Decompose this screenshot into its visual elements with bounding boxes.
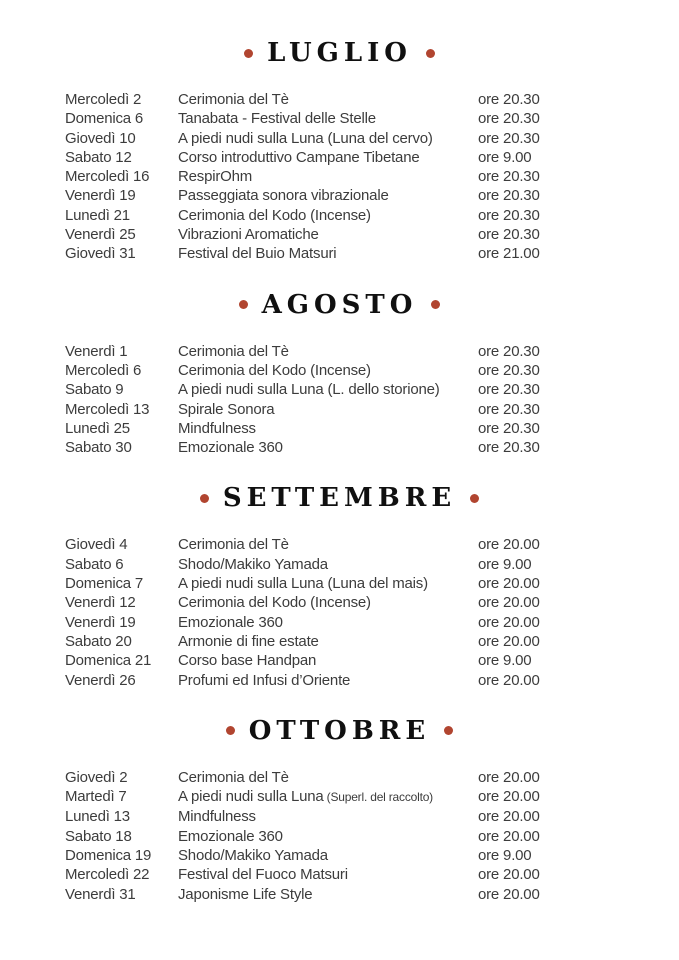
month-title (0, 481, 679, 515)
event-title (178, 167, 478, 186)
event-title (178, 342, 478, 361)
event-row (0, 186, 679, 205)
event-time: ore 20.00 (478, 788, 540, 806)
event-title (178, 787, 478, 807)
event-title-text: A piedi nudi sulla Luna (L. dello storione) (178, 381, 440, 399)
event-title-text: Cerimonia del Kodo (Incense) (178, 361, 371, 379)
bullet-dot-icon (244, 49, 253, 58)
event-title (178, 613, 478, 632)
event-day: Domenica 19 (65, 847, 152, 865)
event-title-text: Emozionale 360 (178, 827, 283, 845)
event-title-text: Cerimonia del Kodo (Incense) (178, 206, 371, 224)
event-day: Venerdì 31 (65, 885, 136, 903)
event-title-text: Vibrazioni Aromatiche (178, 226, 319, 244)
event-row (0, 768, 679, 787)
bullet-dot-icon (200, 494, 209, 503)
event-time: ore 20.30 (478, 400, 540, 418)
month-title (0, 714, 679, 748)
event-title (178, 225, 478, 244)
event-title-text: Cerimonia del Tè (178, 536, 289, 554)
event-day: Domenica 6 (65, 110, 144, 128)
event-day: Mercoledì 13 (65, 400, 150, 418)
event-time: ore 20.30 (478, 91, 540, 108)
event-title-text: Emozionale 360 (178, 439, 283, 457)
event-day: Domenica 21 (65, 652, 152, 670)
event-day: Mercoledì 16 (65, 168, 150, 186)
event-title (178, 593, 478, 612)
event-time: ore 20.30 (478, 419, 540, 437)
event-title-text: A piedi nudi sulla Luna (178, 788, 324, 806)
event-time: ore 20.30 (478, 168, 540, 186)
month-section (0, 36, 679, 264)
event-row (0, 671, 679, 690)
event-title-text: Corso introduttivo Campane Tibetane (178, 148, 420, 166)
month-name: AGOSTO (261, 289, 418, 320)
event-time: ore 20.00 (478, 575, 540, 593)
event-time: ore 9.00 (478, 555, 532, 573)
event-day: Mercoledì 22 (65, 866, 150, 884)
month-name: SETTEMBRE (222, 483, 457, 514)
event-title (178, 438, 478, 457)
event-title-text: Cerimonia del Tè (178, 768, 289, 786)
event-title (178, 885, 478, 904)
event-time: ore 9.00 (478, 847, 532, 865)
event-title-text: Profumi ed Infusi d’Oriente (178, 671, 351, 689)
event-title-text: Mindfulness (178, 419, 256, 437)
event-time: ore 20.00 (478, 613, 540, 631)
event-title-text: Festival del Buio Matsuri (178, 245, 337, 263)
event-title-text: A piedi nudi sulla Luna (Luna del cervo) (178, 129, 433, 147)
event-title-text: Mindfulness (178, 808, 256, 826)
event-day: Sabato 12 (65, 148, 132, 166)
event-title (178, 807, 478, 826)
event-title (178, 535, 478, 554)
event-row (0, 593, 679, 612)
event-row (0, 787, 679, 807)
event-title (178, 827, 478, 846)
event-title (178, 206, 478, 225)
event-row (0, 632, 679, 651)
event-time: ore 20.30 (478, 187, 540, 205)
event-row (0, 380, 679, 399)
month-name: OTTOBRE (248, 715, 431, 746)
event-title-text: Cerimonia del Tè (178, 342, 289, 360)
event-title (178, 632, 478, 651)
event-title (178, 671, 478, 690)
event-time: ore 20.30 (478, 439, 540, 457)
event-time: ore 20.00 (478, 768, 540, 786)
event-time: ore 20.30 (478, 342, 540, 360)
event-row (0, 438, 679, 457)
event-day: Venerdì 25 (65, 226, 136, 244)
event-title (178, 768, 478, 787)
event-row (0, 400, 679, 419)
event-title (178, 244, 478, 263)
event-title (178, 109, 478, 128)
event-row (0, 574, 679, 593)
event-time: ore 20.00 (478, 536, 540, 554)
event-day: Lunedì 13 (65, 808, 130, 826)
event-row (0, 555, 679, 574)
event-time: ore 21.00 (478, 245, 540, 263)
event-day: Venerdì 19 (65, 613, 136, 631)
event-day: Venerdì 19 (65, 187, 136, 205)
event-row (0, 419, 679, 438)
month-name: LUGLIO (267, 38, 412, 68)
event-list (0, 90, 679, 264)
event-row (0, 651, 679, 670)
event-title-text: Shodo/Makiko Yamada (178, 847, 328, 865)
event-row (0, 361, 679, 380)
event-time: ore 20.30 (478, 381, 540, 399)
event-day: Martedì 7 (65, 788, 127, 806)
event-title-text: Festival del Fuoco Matsuri (178, 866, 348, 884)
event-title-text: Corso base Handpan (178, 652, 317, 670)
event-day: Giovedì 4 (65, 536, 128, 554)
event-row (0, 827, 679, 846)
event-row (0, 167, 679, 186)
event-title-text: Tanabata - Festival delle Stelle (178, 110, 376, 128)
event-row (0, 225, 679, 244)
event-title (178, 90, 478, 109)
event-day: Mercoledì 6 (65, 361, 142, 379)
event-day: Sabato 6 (65, 555, 124, 573)
event-title-text: Armonie di fine estate (178, 632, 319, 650)
event-time: ore 20.00 (478, 594, 540, 612)
event-day: Lunedì 21 (65, 206, 130, 224)
event-title-text: Shodo/Makiko Yamada (178, 555, 328, 573)
event-day: Mercoledì 2 (65, 91, 142, 108)
month-section (0, 714, 679, 904)
event-row (0, 535, 679, 554)
event-title-text: Emozionale 360 (178, 613, 283, 631)
event-list (0, 342, 679, 458)
event-day: Giovedì 2 (65, 768, 128, 786)
event-title (178, 380, 478, 399)
event-day: Giovedì 31 (65, 245, 136, 263)
event-time: ore 20.30 (478, 361, 540, 379)
event-time: ore 20.00 (478, 808, 540, 826)
event-row (0, 885, 679, 904)
event-time: ore 9.00 (478, 148, 532, 166)
event-day: Sabato 20 (65, 632, 132, 650)
event-title (178, 361, 478, 380)
event-row (0, 613, 679, 632)
event-title (178, 846, 478, 865)
event-day: Giovedì 10 (65, 129, 136, 147)
event-time: ore 20.30 (478, 110, 540, 128)
event-title-note: (Superl. del raccolto) (323, 790, 433, 805)
event-title (178, 865, 478, 884)
event-time: ore 20.00 (478, 671, 540, 689)
bullet-dot-icon (470, 494, 479, 503)
event-day: Sabato 9 (65, 381, 124, 399)
event-row (0, 90, 679, 109)
event-time: ore 20.00 (478, 827, 540, 845)
event-day: Sabato 30 (65, 439, 132, 457)
event-title-text: Cerimonia del Kodo (Incense) (178, 594, 371, 612)
event-time: ore 20.00 (478, 885, 540, 903)
bullet-dot-icon (426, 49, 435, 58)
event-day: Domenica 7 (65, 575, 144, 593)
event-row (0, 865, 679, 884)
bullet-dot-icon (431, 300, 440, 309)
event-title (178, 400, 478, 419)
event-list (0, 768, 679, 904)
month-title (0, 36, 679, 70)
event-row (0, 807, 679, 826)
event-title-text: Spirale Sonora (178, 400, 275, 418)
event-title-text: A piedi nudi sulla Luna (Luna del mais) (178, 575, 428, 593)
event-time: ore 20.30 (478, 206, 540, 224)
event-title (178, 651, 478, 670)
event-day: Venerdì 12 (65, 594, 136, 612)
event-day: Sabato 18 (65, 827, 132, 845)
event-row (0, 129, 679, 148)
event-row (0, 109, 679, 128)
event-list (0, 535, 679, 689)
event-day: Venerdì 26 (65, 671, 136, 689)
event-row (0, 148, 679, 167)
bullet-dot-icon (226, 726, 235, 735)
event-title-text: RespirOhm (178, 168, 253, 186)
event-title (178, 148, 478, 167)
event-title (178, 129, 478, 148)
event-day: Lunedì 25 (65, 419, 130, 437)
event-time: ore 20.00 (478, 866, 540, 884)
event-title-text: Japonisme Life Style (178, 885, 313, 903)
event-time: ore 20.30 (478, 129, 540, 147)
month-title (0, 288, 679, 322)
event-row (0, 206, 679, 225)
event-day: Venerdì 1 (65, 342, 128, 360)
event-title (178, 574, 478, 593)
event-title (178, 419, 478, 438)
event-title-text: Passeggiata sonora vibrazionale (178, 187, 389, 205)
event-row (0, 342, 679, 361)
event-title-text: Cerimonia del Tè (178, 91, 289, 108)
month-section (0, 481, 679, 689)
event-title (178, 186, 478, 205)
event-row (0, 846, 679, 865)
month-section (0, 288, 679, 458)
event-time: ore 20.30 (478, 226, 540, 244)
event-time: ore 9.00 (478, 652, 532, 670)
bullet-dot-icon (239, 300, 248, 309)
event-title (178, 555, 478, 574)
event-row (0, 244, 679, 263)
event-time: ore 20.00 (478, 632, 540, 650)
bullet-dot-icon (444, 726, 453, 735)
